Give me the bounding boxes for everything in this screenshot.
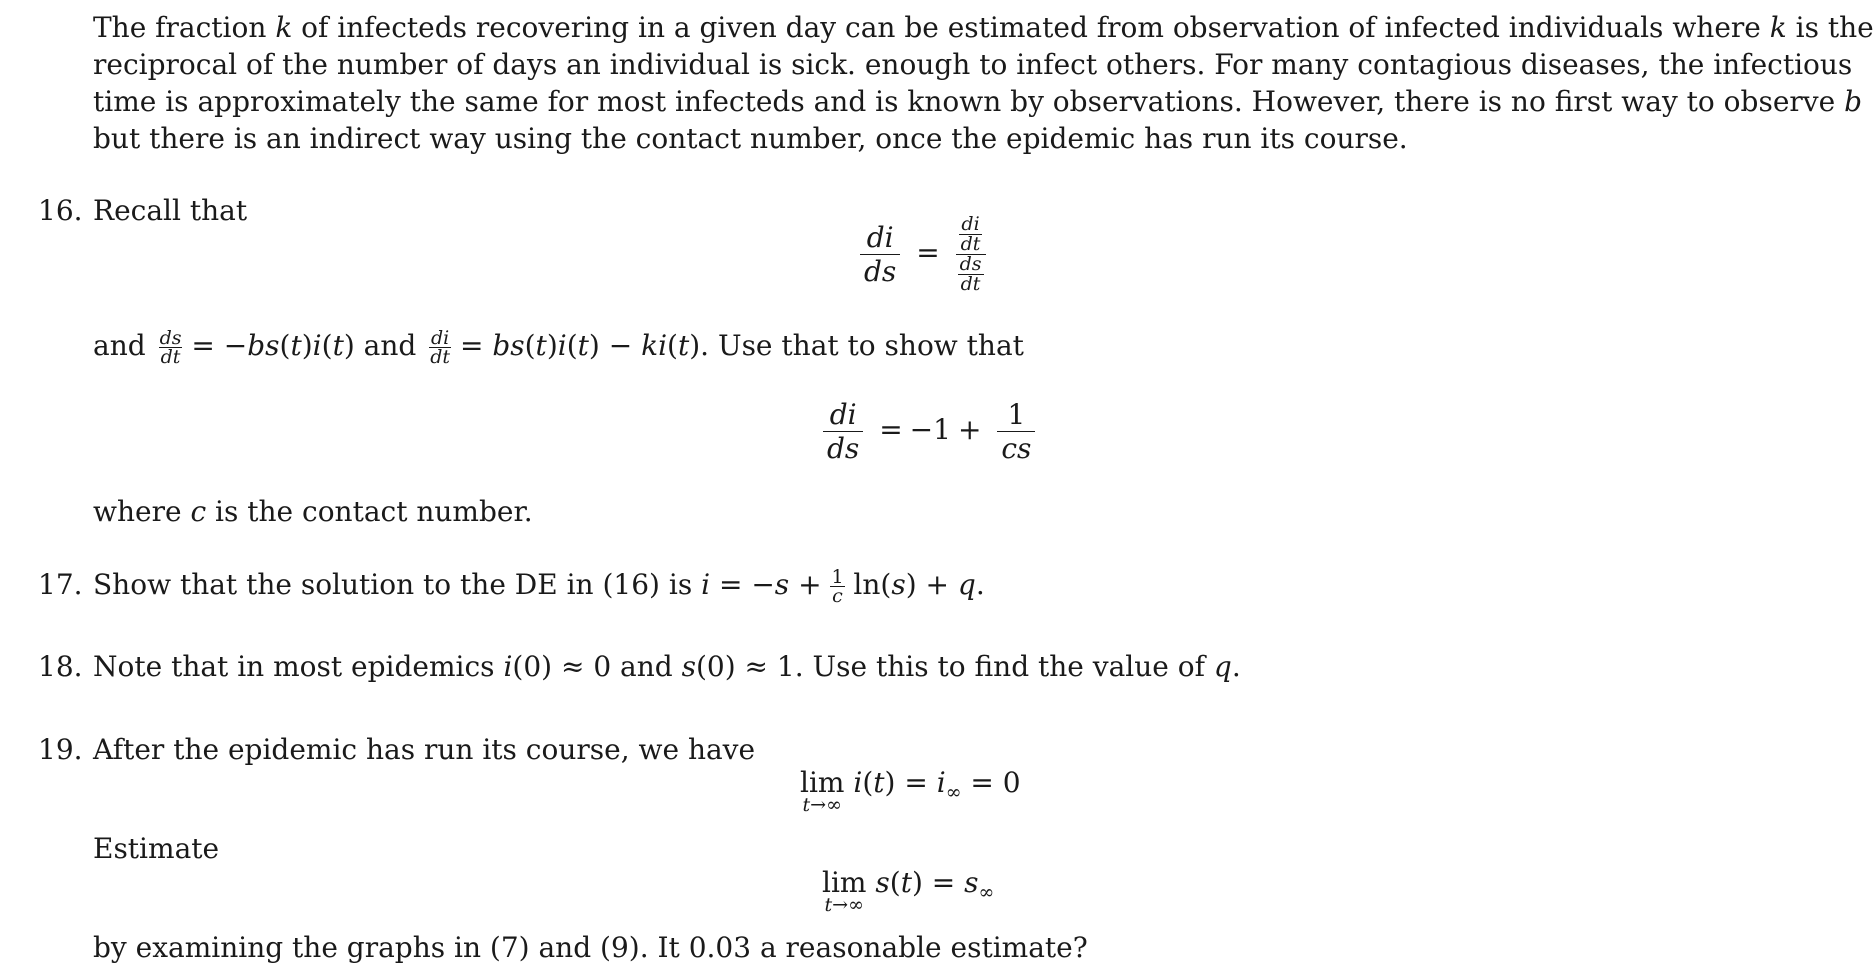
problem-19-lead: After the epidemic has run its course, we have: [93, 733, 756, 766]
equation-limit-s: lim t→∞ $s(t) = s_\infty$: [822, 866, 995, 916]
equation-limit-i: lim t→∞ $i(t) = i_\infty = 0$: [800, 766, 1021, 816]
problem-19-number: 19.: [38, 733, 83, 766]
intro-line-4: but there is an indirect way using the contact number, once the epidemic has run its course.: [93, 122, 1408, 155]
problem-18-text: Note that in most epidemics i(0) ≈ 0 and s(0) ≈ 1. Use this to find the value of q.: [93, 650, 1241, 683]
equation-chain-rule: $\frac{di}{ds}$ = $\frac{\frac{di}{dt}}{\frac{ds}{dt}}$: [860, 215, 986, 294]
problem-16-given-line: and $\frac{ds}{dt}$ = −bs(t)i(t) and $\frac{di}{dt}$ = bs(t)i(t) − ki(t). Use that to show that: [93, 327, 1024, 368]
problem-18-number: 18.: [38, 650, 83, 683]
problem-19-closing: by examining the graphs in (7) and (9). It 0.03 a reasonable estimate?: [93, 931, 1088, 964]
problem-17-number: 17.: [38, 568, 83, 601]
intro-line-2: reciprocal of the number of days an individual is sick. enough to infect others. For many contagious diseases, the infectious: [93, 48, 1853, 81]
problem-17-text: Show that the solution to the DE in (16) is i = −s + $\frac{1}{c}$ ln(s) + q.: [93, 566, 985, 607]
intro-line-3: time is approximately the same for most infecteds and is known by observations. However, there is no first way to observe b: [93, 85, 1863, 118]
intro-paragraph: [93, 9, 1874, 157]
equation-di-ds-result: $\frac{di}{ds}$ = −1 + $\frac{1}{cs}$: [823, 398, 1035, 465]
problem-16-lead: Recall that: [93, 194, 248, 227]
problem-19-estimate: Estimate: [93, 832, 220, 865]
fraction-di-ds: $\frac{di}{ds}$: [860, 221, 900, 288]
problem-16-number: 16.: [38, 194, 83, 227]
intro-line-1: The fraction k of infecteds recovering in a given day can be estimated from observation of infected individuals where k is the: [93, 11, 1874, 44]
fraction-of-derivatives: $\frac{\frac{di}{dt}}{\frac{ds}{dt}}$: [956, 215, 986, 294]
problem-16-where: where c is the contact number.: [93, 495, 533, 528]
